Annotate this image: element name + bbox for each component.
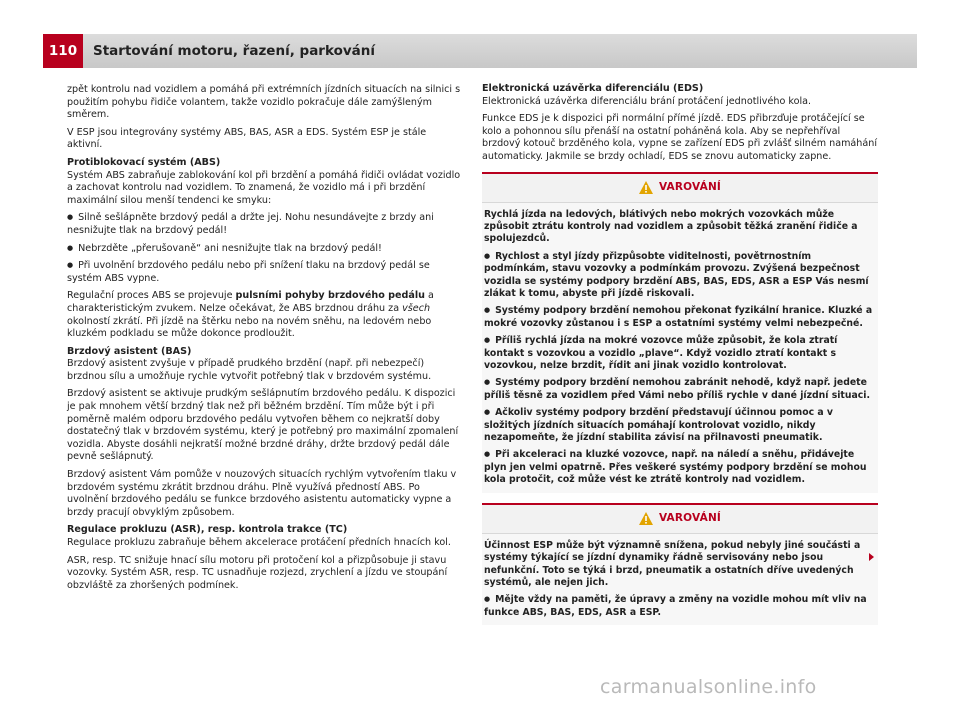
paragraph: ASR, resp. TC snižuje hnací sílu motoru při protočení kol a přizpůsobuje ji stavu vozovky. Systém ASR, resp. TC usnadňuje rozjezd, zrychlení a jízdu ve stoupání obzvláště za zhoršených podmínek. [67, 554, 448, 591]
paragraph: Brzdový asistent Vám pomůže v nouzových situacích rychlým vytvořením tlaku v brzdovém systému zkrátit brzdnou dráhu. Plně využívá předností ABS. Po uvolnění brzdového pedálu se funkce brzdového asistentu automaticky vypne a brzdy pracují obvyklým způsobem. [67, 469, 457, 518]
warning-title: VAROVÁNÍ [658, 181, 722, 194]
warning-triangle-icon [639, 512, 653, 525]
bullet-item: ● Při akceleraci na kluzké vozovce, např. na náledí a sněhu, přidávejte plyn jen velmi opatrně. Přes veškeré systémy podpory brzdění se mohou kola protočit, což může vést ke ztrátě kontroly nad vozidlem. [484, 449, 874, 486]
page-number: 110 [43, 34, 83, 68]
watermark: carmanualsonline.info [600, 676, 817, 698]
paragraph: V ESP jsou integrovány systémy ABS, BAS, ASR a EDS. Systém ESP je stále aktivní. [67, 126, 427, 151]
bullet-item: ● Ačkoliv systémy podpory brzdění představují účinnou pomoc a v složitých jízdních situacích pomáhají kontrolovat vozidlo, nikdy nezapomeňte, že jízdní stabilita závisí na přilnavosti pneumatik. [484, 407, 874, 444]
continue-arrow-icon [869, 553, 874, 561]
paragraph: Brzdový asistent zvyšuje v případě prudkého brzdění (např. při nebezpečí) brzdnou sílu a umožňuje rychle vytvořit potřebný tlak v brzdovém systému. [67, 358, 432, 382]
right-column [482, 83, 878, 625]
warning-header [482, 174, 878, 203]
page-header [43, 34, 917, 68]
bullet-item: ● Mějte vždy na paměti, že úpravy a změny na vozidle mohou mít vliv na funkce ABS, BAS, EDS, ASR a ESP. [484, 594, 874, 619]
warning-title: VAROVÁNÍ [658, 512, 722, 525]
warning-box [482, 172, 878, 493]
bullet-item: ● Silně sešlápněte brzdový pedál a držte jej. Nohu nesundávejte z brzdy ani nesnižujte tlak na brzdový pedál! [67, 212, 463, 237]
bullet-item: ● Nebrzděte „přerušovaně“ ani nesnižujte tlak na brzdový pedál! [67, 243, 463, 256]
warning-intro: Rychlá jízda na ledových, blátivých nebo mokrých vozovkách může způsobit ztrátu kontroly nad vozidlem a způsobit těžká zranění řidiče a spolujezdců. [484, 208, 858, 245]
warning-header [482, 505, 878, 534]
section-heading-asr: Regulace prokluzu (ASR), resp. kontrola trakce (TC) [67, 524, 348, 536]
bullet-item: ● Systémy podpory brzdění nemohou překonat fyzikální hranice. Kluzké a mokré vozovky zůstanou i s ESP a ostatními systémy velmi nebezpečné. [484, 305, 874, 330]
bullet-item: ● Při uvolnění brzdového pedálu nebo při snížení tlaku na brzdový pedál se systém ABS vypne. [67, 260, 463, 285]
section-heading-bas: Brzdový asistent (BAS) [67, 345, 192, 357]
bullet-item: ● Příliš rychlá jízda na mokré vozovce může způsobit, že kola ztratí kontakt s vozovkou a vozidlo „plave“. Když vozidlo ztratí kontakt s vozovkou, nelze brzdit, řídit ani jinak vozidlo kontrolovat. [484, 335, 874, 372]
bullet-item: ● Systémy podpory brzdění nemohou zabránit nehodě, když např. jedete příliš těsně za vozidlem před Vámi nebo příliš rychle v dané jízdní situaci. [484, 377, 874, 402]
bullet-item: ● Rychlost a styl jízdy přizpůsobte viditelnosti, povětrnostním podmínkám, stavu vozovky a podmínkám provozu. Zvýšená bezpečnost vozidla se systémy podpory brzdění ABS, BAS, EDS, ASR a ESP Vás nesmí zlákat k tomu, abyste při jízdě riskovali. [484, 251, 874, 301]
section-heading-eds: Elektronická uzávěrka diferenciálu (EDS) [482, 83, 704, 94]
paragraph: Funkce EDS je k dispozici při normální přímé jízdě. EDS přibrzďuje protáčející se kolo a pohonnou sílu přenáší na ostatní poháněná kola. Aby se nepřehříval brzdový kotouč brzděného kola, vypne se zařízení EDS při zvlášť silném namáhání automaticky. Jakmile se brzdy ochladí, EDS se znovu automaticky zapne. [482, 113, 878, 162]
paragraph: Systém ABS zabraňuje zablokování kol při brzdění a pomáhá řidiči ovládat vozidlo a zachovat kontrolu nad vozidlem. To znamená, že vozidlo má i při brzdění maximální silou menší tendenci ke smyku: [67, 169, 461, 206]
warning-box [482, 503, 878, 625]
warning-intro: Účinnost ESP může být významně snížena, pokud nebyly jiné součásti a systémy týkající se jízdní dynamiky řádně servisovány nebo jsou nefunkční. Toto se týká i brzd, pneumatik a ostatních dříve uvedených systémů, ale nejen jich. [484, 539, 861, 588]
chapter-title: Startování motoru, řazení, parkování [93, 43, 376, 59]
left-column [67, 84, 463, 597]
paragraph: Brzdový asistent se aktivuje prudkým sešlápnutím brzdového pedálu. K dispozici je pak mnohem větší brzdný tlak než při běžném brzdění. Tím může být i při poměrně malém odporu brzdového pedálu vytvořen během co nejkratší doby dostatečný tlak v brzdovém systému, který je potřebný pro maximální zpomalení vozidla. Abyste dosáhli nejkratší možné brzdné dráhy, držte brzdový pedál dále pevně sešlápnutý. [67, 388, 459, 463]
paragraph: Regulační proces ABS se projevuje pulsními pohyby brzdového pedálu a charakteristickým zvukem. Nelze očekávat, že ABS brzdnou dráhu za všech okolností zkrátí. Při jízdě na štěrku nebo na novém sněhu, na ledovém nebo kluzkém podkladu se může dokonce prodloužit. [67, 290, 434, 340]
warning-body [482, 203, 878, 493]
paragraph: Elektronická uzávěrka diferenciálu brání protáčení jednotlivého kola. [482, 95, 812, 107]
warning-triangle-icon [639, 181, 653, 194]
paragraph: Regulace prokluzu zabraňuje během akcelerace protáčení předních hnacích kol. [67, 537, 451, 548]
paragraph: zpět kontrolu nad vozidlem a pomáhá při extrémních jízdních situacích na silnici s použitím pohybu řidiče volantem, takže vozidlo pokračuje dále zamýšleným směrem. [67, 84, 461, 121]
section-heading-abs: Protiblokovací systém (ABS) [67, 156, 221, 168]
warning-body [482, 534, 878, 625]
